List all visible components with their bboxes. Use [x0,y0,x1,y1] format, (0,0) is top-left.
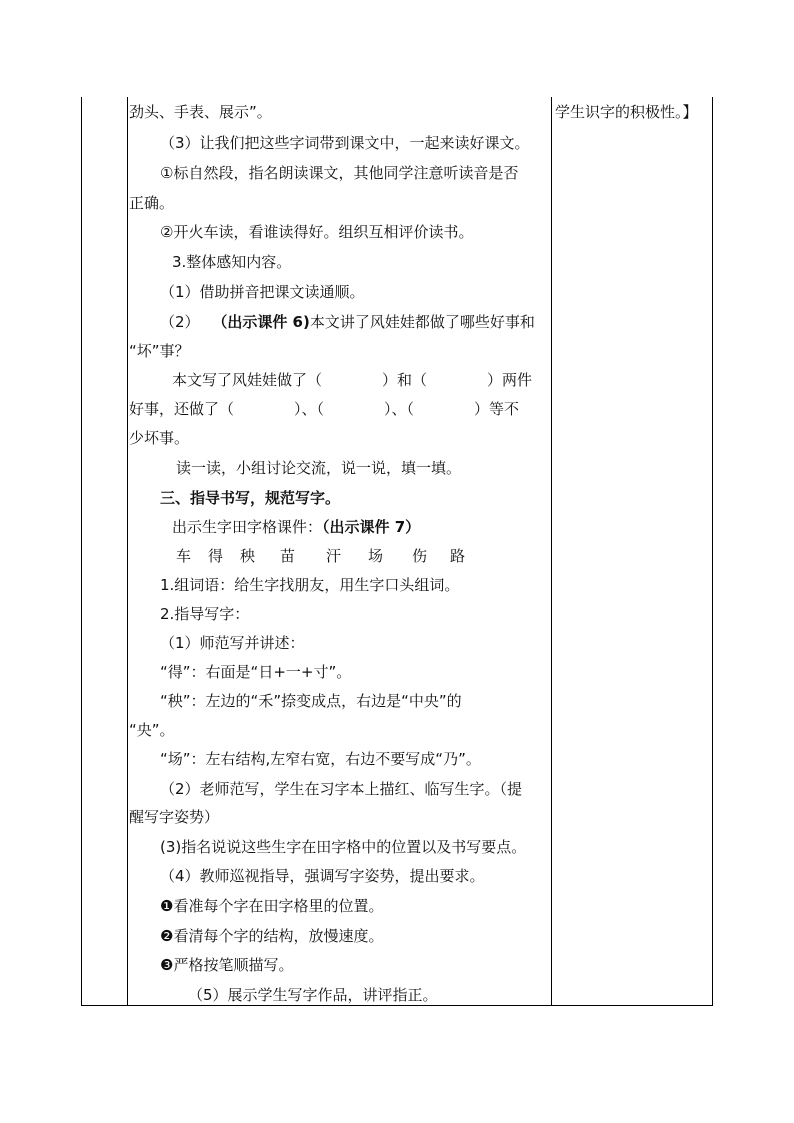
text-line: （1）师范写并讲述： [160,634,305,652]
text-line: ②开火车读，看谁读得好。组织互相评价读书。 [160,223,474,241]
text-line: 2.指导写字： [160,605,250,623]
text-line: 3.整体感知内容。 [172,253,292,271]
character: 路 [450,547,466,565]
text-line: （4）教师巡视指导，强调写字姿势，提出要求。 [160,867,485,885]
text-line: ❶看准每个字在田字格里的位置。 [160,897,384,915]
character: 苗 [280,547,296,565]
text-line: （5）展示学生写字作品，讲评指正。 [188,986,438,1004]
text-line: “秧”：左边的“禾”捺变成点，右边是“中央”的 [160,692,462,710]
courseware-tag: （出示课件 7） [322,518,421,536]
courseware-intro: 出示生字田字格课件： [172,518,323,536]
text-line: (3)指名说说这些生字在田字格中的位置以及书写要点。 [160,838,527,856]
text-line: “央”。 [129,721,175,739]
character: 伤 [412,547,428,565]
text-line [172,517,420,537]
text-line: 学生识字的积极性。】 [555,103,698,121]
character: 场 [368,547,384,565]
courseware-tag: （出示课件 6) [212,313,310,331]
text-line: “得”：右面是“日+一+寸”。 [160,663,352,681]
text-line: 读一读，小组讨论交流，说一说，填一填。 [176,459,462,477]
text-line: （2）老师范写，学生在习字本上描红、临写生字。（提 [160,780,523,798]
character: 得 [208,547,224,565]
text-line: 醒写字姿势） [129,808,220,826]
character: 车 [176,547,192,565]
column-divider-1 [127,97,128,1006]
table-border-right [712,97,713,1006]
text-line: 正确。 [129,194,175,212]
section-heading: 三、指导书写，规范写字。 [160,489,341,507]
character: 秧 [240,547,256,565]
text-line: 好事，还做了（ ）、（ ）、（ ）等不 [129,400,520,418]
table-border-left [81,97,82,1006]
text-line: 本文写了风娃娃做了（ ）和（ ）两件 [172,371,533,389]
column-divider-2 [551,97,552,1006]
text-line: ❷看清每个字的结构，放慢速度。 [160,927,384,945]
text-line: ❸严格按笔顺描写。 [160,956,294,974]
text-line: 1.组词语：给生字找朋友，用生字口头组词。 [160,576,460,594]
text-line: “场”：左右结构,左窄右宽，右边不要写成“乃”。 [160,750,481,768]
question-text: 本文讲了风娃娃都做了哪些好事和 [309,313,535,331]
text-line: ①标自然段，指名朗读课文，其他同学注意听读音是否 [160,164,519,182]
text-line: 劲头、手表、展示”。 [129,103,272,121]
item-number: （2） [160,313,200,331]
text-line: “坏”事？ [129,342,190,360]
table-border-bottom [81,1005,713,1006]
text-line [160,312,535,332]
character: 汗 [326,547,342,565]
text-line: （3）让我们把这些字词带到课文中，一起来读好课文。 [160,134,530,152]
text-line: （1）借助拼音把课文读通顺。 [160,283,365,301]
text-line: 少坏事。 [129,429,190,447]
